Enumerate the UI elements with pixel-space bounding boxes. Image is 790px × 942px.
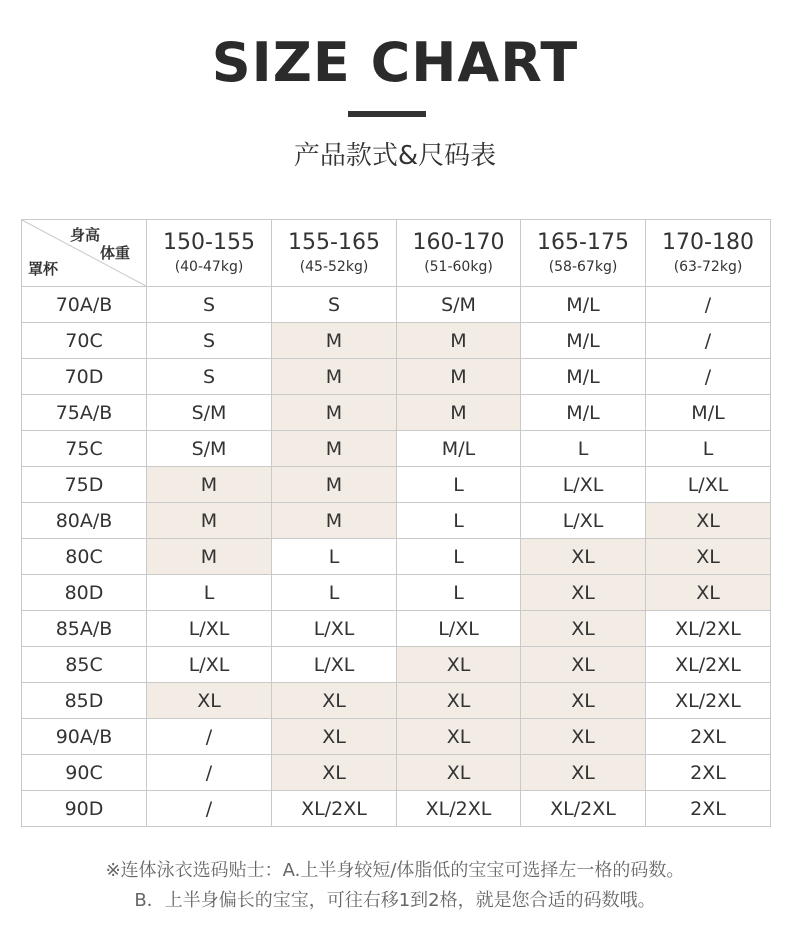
cup-size-cell: 90D <box>22 791 147 827</box>
size-cell-highlighted: XL <box>646 575 771 611</box>
cup-size-cell: 70A/B <box>22 287 147 323</box>
column-header-cell <box>147 220 272 287</box>
table-header-row <box>22 220 771 287</box>
size-cell: XL/2XL <box>646 611 771 647</box>
size-cell: M/L <box>521 287 646 323</box>
table-row <box>22 719 771 755</box>
column-header-cell <box>521 220 646 287</box>
size-cell: L <box>397 539 521 575</box>
size-cell-highlighted: M <box>272 323 397 359</box>
size-cell: XL/2XL <box>272 791 397 827</box>
column-weight-range: (51-60kg) <box>424 259 493 275</box>
size-cell: S <box>147 359 272 395</box>
cup-size-cell: 75C <box>22 431 147 467</box>
size-cell: XL/2XL <box>521 791 646 827</box>
size-cell: L/XL <box>272 611 397 647</box>
cup-size-cell: 80C <box>22 539 147 575</box>
size-cell: L <box>147 575 272 611</box>
table-row <box>22 503 771 539</box>
size-cell: S <box>147 323 272 359</box>
size-cell-highlighted: M <box>272 395 397 431</box>
size-cell: M/L <box>521 395 646 431</box>
size-cell: M/L <box>521 359 646 395</box>
size-cell: L <box>272 539 397 575</box>
table-row <box>22 539 771 575</box>
corner-weight-label: 体重 <box>100 244 131 262</box>
cup-size-cell: 80D <box>22 575 147 611</box>
table-row <box>22 683 771 719</box>
size-cell: S/M <box>147 395 272 431</box>
column-header-cell <box>397 220 521 287</box>
size-cell: L/XL <box>397 611 521 647</box>
size-cell: XL/2XL <box>646 647 771 683</box>
cup-size-cell: 90A/B <box>22 719 147 755</box>
size-cell-highlighted: XL <box>646 539 771 575</box>
size-cell-highlighted: M <box>397 323 521 359</box>
size-cell: M/L <box>521 323 646 359</box>
corner-cup-label: 罩杯 <box>28 260 59 278</box>
size-cell-highlighted: XL <box>397 647 521 683</box>
corner-header-cell <box>22 220 147 287</box>
size-cell: L/XL <box>521 467 646 503</box>
table-row <box>22 323 771 359</box>
size-cell-highlighted: XL <box>397 719 521 755</box>
size-cell-highlighted: XL <box>272 719 397 755</box>
size-cell-highlighted: XL <box>397 755 521 791</box>
size-cell-highlighted: XL <box>521 719 646 755</box>
table-row <box>22 431 771 467</box>
size-cell: L/XL <box>272 647 397 683</box>
size-cell: L/XL <box>147 611 272 647</box>
cup-size-cell: 70C <box>22 323 147 359</box>
cup-size-cell: 70D <box>22 359 147 395</box>
cup-size-cell: 75D <box>22 467 147 503</box>
size-cell: L <box>646 431 771 467</box>
size-cell: XL/2XL <box>397 791 521 827</box>
size-cell: 2XL <box>646 755 771 791</box>
table-row <box>22 395 771 431</box>
size-cell-highlighted: M <box>272 467 397 503</box>
size-cell: S <box>272 287 397 323</box>
title-underline <box>348 111 426 117</box>
size-cell-highlighted: M <box>272 359 397 395</box>
cup-size-cell: 75A/B <box>22 395 147 431</box>
size-cell-highlighted: XL <box>272 683 397 719</box>
column-height-range: 165-175 <box>537 230 629 255</box>
column-height-range: 155-165 <box>288 230 380 255</box>
cup-size-cell: 85C <box>22 647 147 683</box>
column-weight-range: (58-67kg) <box>548 259 618 275</box>
sizing-tip-line-1: ※连体泳衣选码贴士：A.上半身较短/体脂低的宝宝可选择左一格的码数。 <box>105 860 685 881</box>
size-cell: L/XL <box>646 467 771 503</box>
size-cell: L <box>397 467 521 503</box>
size-cell-highlighted: XL <box>521 575 646 611</box>
size-cell: L/XL <box>521 503 646 539</box>
size-cell: L <box>397 575 521 611</box>
size-cell-highlighted: XL <box>521 611 646 647</box>
size-cell-highlighted: XL <box>272 755 397 791</box>
size-cell: L <box>397 503 521 539</box>
column-height-range: 160-170 <box>412 230 505 255</box>
column-weight-range: (63-72kg) <box>673 259 743 275</box>
table-row <box>22 647 771 683</box>
size-cell-highlighted: XL <box>646 503 771 539</box>
size-cell: XL/2XL <box>646 683 771 719</box>
table-row <box>22 575 771 611</box>
table-row <box>22 467 771 503</box>
size-cell: L <box>521 431 646 467</box>
table-row <box>22 287 771 323</box>
corner-height-label: 身高 <box>70 226 101 244</box>
size-cell-highlighted: XL <box>521 539 646 575</box>
page-title: SIZE CHART <box>211 31 579 94</box>
cup-size-cell: 80A/B <box>22 503 147 539</box>
column-weight-range: (45-52kg) <box>299 259 369 275</box>
size-cell-highlighted: XL <box>397 683 521 719</box>
sizing-tip-line-2: B．上半身偏长的宝宝，可往右移1到2格，就是您合适的码数哦。 <box>134 890 656 911</box>
size-cell: / <box>646 323 771 359</box>
size-cell: 2XL <box>646 719 771 755</box>
size-cell: / <box>646 287 771 323</box>
size-cell: S/M <box>147 431 272 467</box>
size-cell-highlighted: M <box>147 539 272 575</box>
size-cell-highlighted: XL <box>521 683 646 719</box>
column-header-cell <box>272 220 397 287</box>
column-weight-range: (40-47kg) <box>174 259 244 275</box>
size-cell: / <box>147 791 272 827</box>
cup-size-cell: 85D <box>22 683 147 719</box>
page-subtitle: 产品款式&尺码表 <box>293 141 497 171</box>
size-cell: / <box>147 755 272 791</box>
size-cell: 2XL <box>646 791 771 827</box>
size-cell-highlighted: M <box>397 395 521 431</box>
column-header-cell <box>646 220 771 287</box>
size-cell: L <box>272 575 397 611</box>
size-chart-table <box>21 219 771 827</box>
column-height-range: 170-180 <box>662 230 754 255</box>
table-row <box>22 791 771 827</box>
cup-size-cell: 90C <box>22 755 147 791</box>
size-cell-highlighted: M <box>397 359 521 395</box>
size-cell: S <box>147 287 272 323</box>
size-cell: L/XL <box>147 647 272 683</box>
size-cell-highlighted: XL <box>521 647 646 683</box>
column-height-range: 150-155 <box>163 230 255 255</box>
size-cell-highlighted: M <box>272 503 397 539</box>
size-cell: M/L <box>646 395 771 431</box>
size-cell-highlighted: M <box>147 467 272 503</box>
cup-size-cell: 85A/B <box>22 611 147 647</box>
size-cell-highlighted: M <box>147 503 272 539</box>
size-cell: S/M <box>397 287 521 323</box>
size-cell-highlighted: XL <box>147 683 272 719</box>
table-row <box>22 611 771 647</box>
size-cell: / <box>147 719 272 755</box>
size-cell: M/L <box>397 431 521 467</box>
table-row <box>22 359 771 395</box>
size-cell: / <box>646 359 771 395</box>
size-cell-highlighted: XL <box>521 755 646 791</box>
table-row <box>22 755 771 791</box>
size-cell-highlighted: M <box>272 431 397 467</box>
